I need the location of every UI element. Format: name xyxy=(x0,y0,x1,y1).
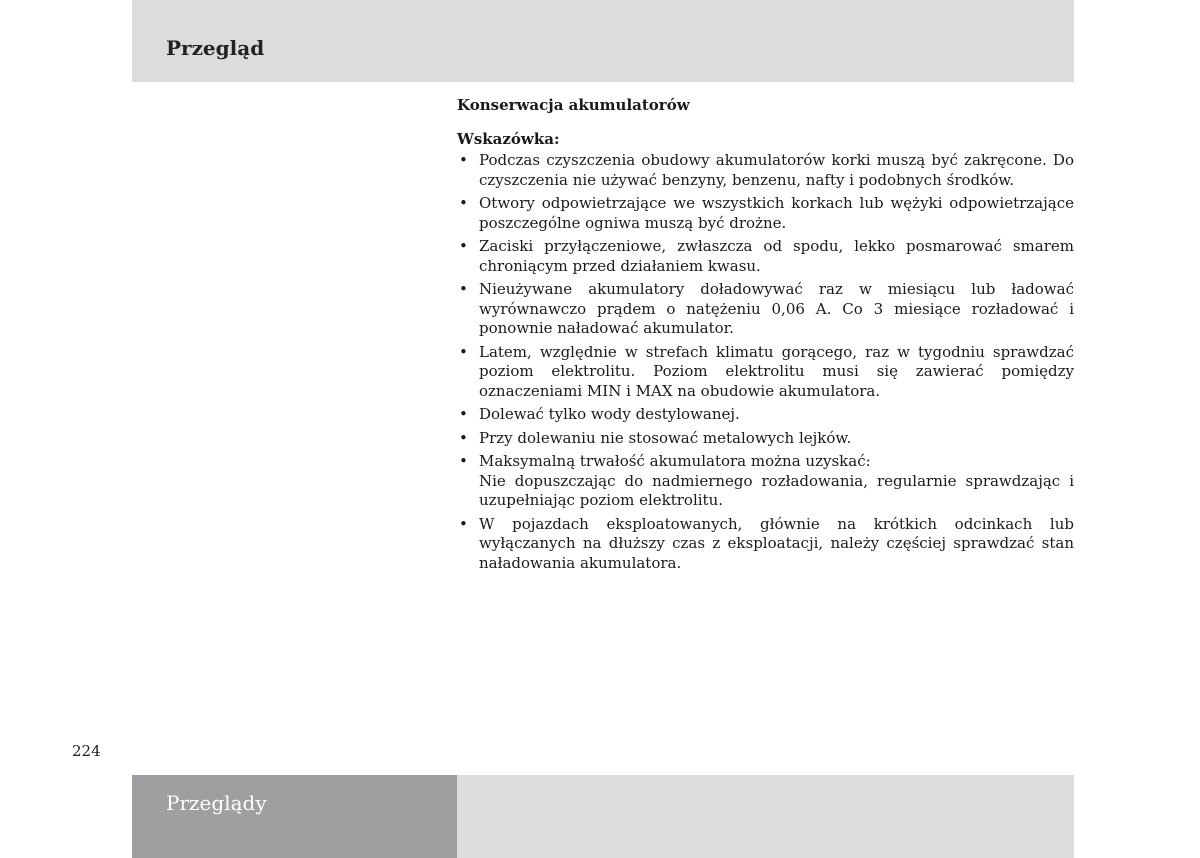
section-title: Konserwacja akumulatorów xyxy=(457,96,690,114)
bullet-icon: • xyxy=(459,428,468,447)
list-item-text: W pojazdach eksploatowanych, głównie na krótkich odcinkach lub wyłączanych na dłuższy czas z eksploatacji, należy częściej sprawdzać stan naładowania akumulatora. xyxy=(479,514,1074,572)
bullet-icon: • xyxy=(459,405,468,423)
header-bar xyxy=(132,0,1074,82)
list-item xyxy=(457,280,1074,339)
bullet-icon: • xyxy=(459,452,468,470)
list-item xyxy=(457,452,1074,511)
list-item-text: Maksymalną trwałość akumulatora można uzyskać: xyxy=(479,452,871,470)
note-label: Wskazówka: xyxy=(457,129,560,148)
bullet-icon: • xyxy=(459,194,468,212)
page-title: Przegląd xyxy=(166,36,265,60)
list-item xyxy=(457,429,1074,449)
list-item xyxy=(457,237,1074,276)
bullet-icon: • xyxy=(459,342,468,361)
list-item xyxy=(457,515,1074,574)
footer-section-label: Przeglądy xyxy=(166,791,267,815)
list-item-text-continued: Nie dopuszczając do nadmiernego rozładowania, regularnie sprawdzając i uzupełniając poziom elektrolitu. xyxy=(479,471,1074,509)
bullet-icon: • xyxy=(459,280,468,298)
list-item-text: Podczas czyszczenia obudowy akumulatorów korki muszą być zakręcone. Do czyszczenia nie używać benzyny, benzenu, nafty i podobnych środków. xyxy=(479,151,1074,189)
page-number: 224 xyxy=(72,742,101,760)
footer-section-tab xyxy=(132,775,457,858)
list-item xyxy=(457,343,1074,402)
list-item-text: Dolewać tylko wody destylowanej. xyxy=(479,405,740,423)
bullet-list xyxy=(457,151,1074,573)
list-item-text: Nieużywane akumulatory doładowywać raz w miesiącu lub ładować wyrównawczo prądem o natężeniu 0,06 A. Co 3 miesiące rozładować i ponownie naładować akumulator. xyxy=(479,280,1074,337)
main-content xyxy=(457,96,1074,577)
bullet-icon: • xyxy=(459,151,468,169)
list-item-text: Latem, względnie w strefach klimatu gorącego, raz w tygodniu sprawdzać poziom elektrolitu. Poziom elektrolitu musi się zawierać pomiędzy oznaczeniami MIN i MAX na obudowie akumulatora. xyxy=(479,342,1074,400)
list-item-text: Przy dolewaniu nie stosować metalowych lejków. xyxy=(479,428,852,447)
list-item-text: Otwory odpowietrzające we wszystkich korkach lub wężyki odpowietrzające poszczególne ogniwa muszą być drożne. xyxy=(479,194,1074,232)
list-item-text: Zaciski przyłączeniowe, zwłaszcza od spodu, lekko posmarować smarem chroniącym przed działaniem kwasu. xyxy=(479,237,1074,275)
list-item xyxy=(457,151,1074,190)
footer-bar xyxy=(457,775,1074,858)
bullet-icon: • xyxy=(459,514,468,533)
list-item xyxy=(457,405,1074,425)
bullet-icon: • xyxy=(459,237,468,255)
list-item xyxy=(457,194,1074,233)
